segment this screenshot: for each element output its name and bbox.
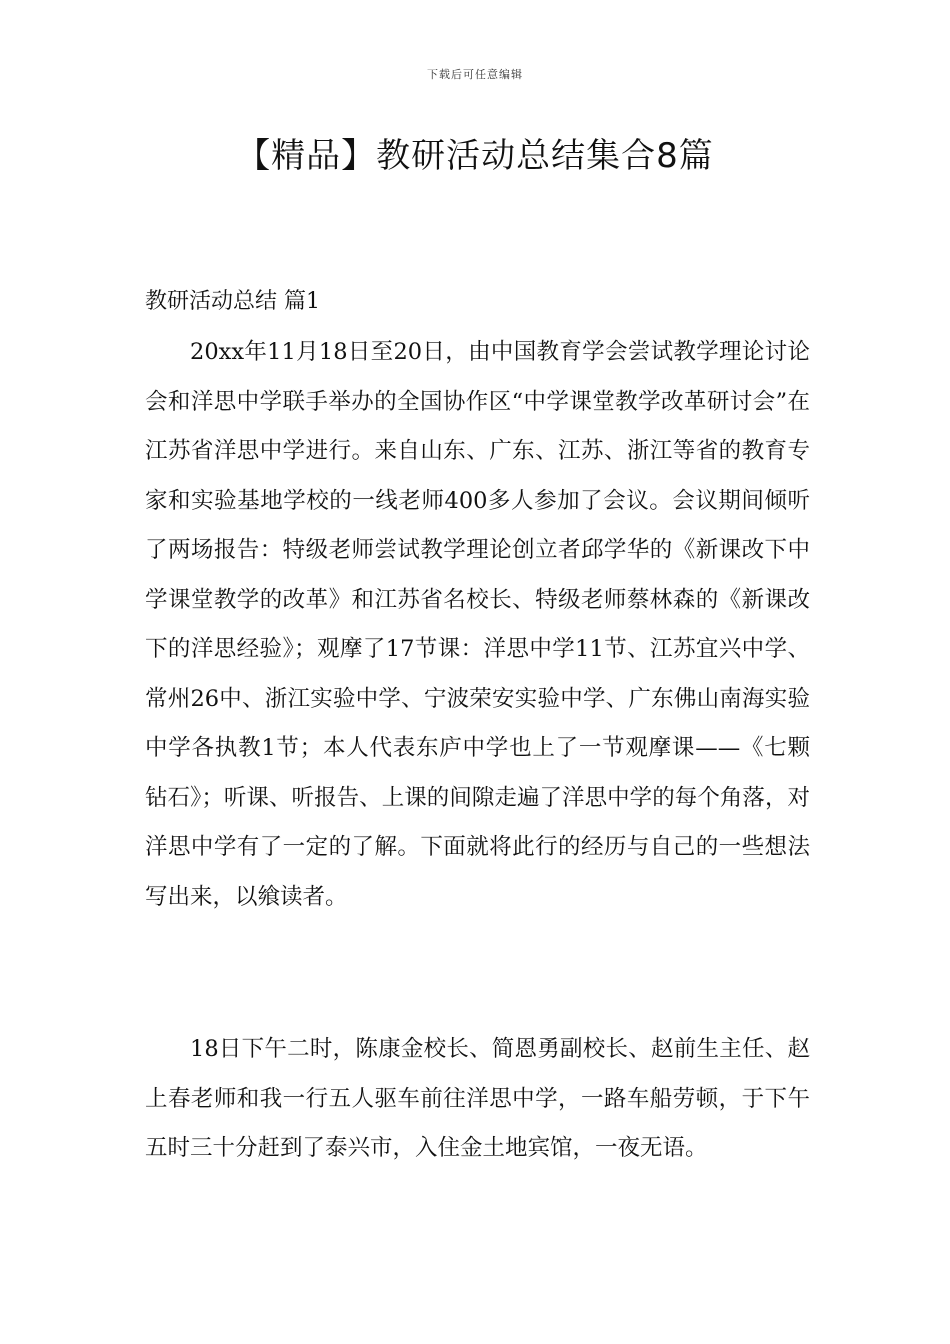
section-heading: 教研活动总结 篇1 (145, 289, 320, 314)
body-paragraph-1: 20xx年11月18日至20日，由中国教育学会尝试教学理论讨论会和洋思中学联手举办的全国协作区“中学课堂教学改革研讨会”在江苏省洋思中学进行。来自山东、广东、江苏、浙江等省的教育专家和实验基地学校的一线老师400多人参加了会议。会议期间倾听了两场报告：特级老师尝试教学理论创立者邱学华的《新课改下中学课堂教学的改革》和江苏省名校长、特级老师蔡林森的《新课改下的洋思经验》；观摩了17节课：洋思中学11节、江苏宜兴中学、常州26中、浙江实验中学、宁波荣安实验中学、广东佛山南海实验中学各执教1节；本人代表东庐中学也上了一节观摩课——《七颗钻石》；听课、听报告、上课的间隙走遍了洋思中学的每个角落，对洋思中学有了一定的了解。下面就将此行的经历与自己的一些想法写出来，以飨读者。 (145, 339, 810, 910)
body-paragraph-2: 18日下午二时，陈康金校长、简恩勇副校长、赵前生主任、赵上春老师和我一行五人驱车前往洋思中学，一路车船劳顿，于下午五时三十分赶到了泰兴市，入住金土地宾馆，一夜无语。 (145, 1036, 810, 1161)
document-title: 【精品】教研活动总结集合8篇 (236, 136, 714, 176)
header-note: 下载后可任意编辑 (427, 68, 523, 81)
